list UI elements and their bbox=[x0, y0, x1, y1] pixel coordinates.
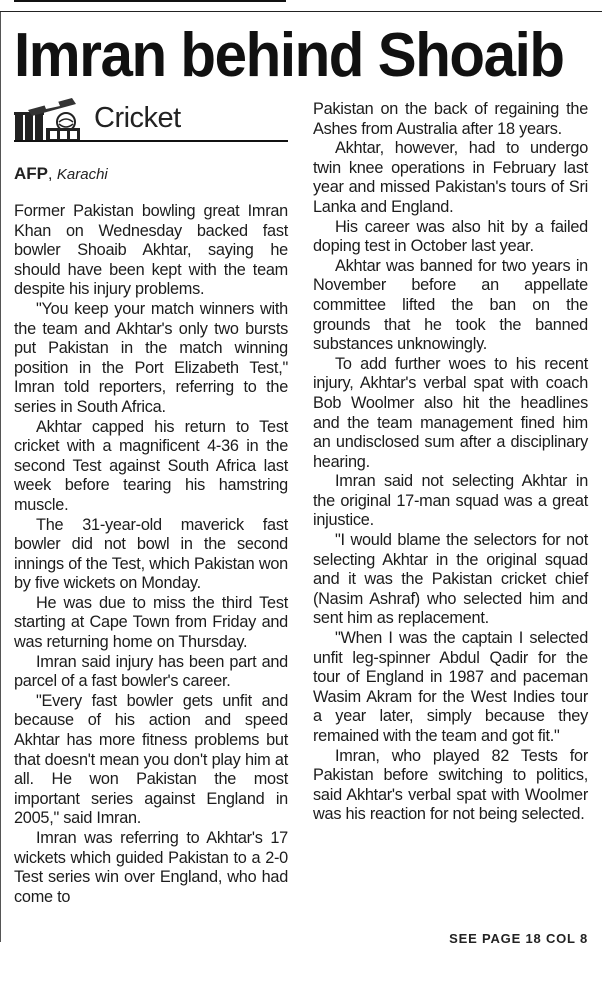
section-rule bbox=[14, 140, 288, 142]
paragraph: The 31-year-old maverick fast bowler did not bowl in the second innings of the Test, which Pakistan won by five wickets on Monday. bbox=[14, 515, 288, 593]
section-kicker bbox=[14, 96, 288, 142]
paragraph: "When I was the captain I selected unfit leg-spinner Abdul Qadir for the tour of England in 1987 and paceman Wasim Akram for the West Indies tour a year later, simply because they remained with the team and got fit." bbox=[313, 629, 588, 745]
section-label: Cricket bbox=[94, 102, 181, 134]
paragraph: Imran said not selecting Akhtar in the original 17-man squad was a great injustice. bbox=[313, 472, 588, 530]
paragraph: "I would blame the selectors for not selecting Akhtar in the original squad and it was the Pakistan cricket chief (Nasim Ashraf) who selected him and sent him as replacement. bbox=[313, 531, 588, 628]
paragraph: Former Pakistan bowling great Imran Khan on Wednesday backed fast bowler Shoaib Akhtar, saying he should have been kept with the team despite his injury problems. bbox=[14, 202, 288, 299]
paragraph: Imran, who played 82 Tests for Pakistan before switching to politics, said Akhtar's verbal spat with Woolmer was his reaction for not being selected. bbox=[313, 746, 588, 824]
column-divider bbox=[0, 12, 1, 942]
byline-city: Karachi bbox=[56, 166, 108, 183]
headline: Imran behind Shoaib bbox=[14, 21, 564, 90]
paragraph: Akhtar was banned for two years in November before an appellate committee lifted the ban on the grounds that he took the banned substances unknowingly. bbox=[313, 256, 588, 354]
article-column-1 bbox=[14, 202, 288, 907]
top-rule bbox=[14, 0, 286, 2]
paragraph: Imran said injury has been part and parcel of a fast bowler's career. bbox=[14, 652, 288, 691]
paragraph: "Every fast bowler gets unfit and because of his action and speed Akhtar has more fitness problems but that doesn't mean you don't play him at all. He won Pakistan the most important series against England in 2005," said Imran. bbox=[14, 691, 288, 828]
article-column-2 bbox=[313, 100, 588, 825]
byline: AFP, Karachi bbox=[14, 164, 108, 183]
paragraph-split-end: Pakistan on the back of regaining the Ashes from Australia after 18 years. bbox=[313, 100, 588, 138]
page-rule bbox=[0, 11, 602, 12]
paragraph: He was due to miss the third Test starting at Cape Town from Friday and was returning home on Thursday. bbox=[14, 593, 288, 652]
cricket-bat-ball-icon bbox=[14, 98, 92, 142]
paragraph: "You keep your match winners with the team and Akhtar's only two bursts put Pakistan in the match winning position in the Port Elizabeth Test," Imran told reporters, referring to the series in South Africa. bbox=[14, 299, 288, 416]
paragraph: Akhtar, however, had to undergo twin knee operations in February last year and missed Pakistan's tours of Sri Lanka and England. bbox=[313, 139, 588, 216]
paragraph: To add further woes to his recent injury, Akhtar's verbal spat with coach Bob Woolmer also hit the headlines and the team management fined him an undisclosed sum after a disciplinary hearing. bbox=[313, 354, 588, 471]
paragraph: Akhtar capped his return to Test cricket with a magnificent 4-36 in the second Test against South Africa last week before tearing his hamstring muscle. bbox=[14, 417, 288, 514]
paragraph: His career was also hit by a failed doping test in October last year. bbox=[313, 217, 588, 256]
continuation-line: SEE PAGE 18 COL 8 bbox=[449, 931, 588, 946]
byline-agency: AFP bbox=[14, 164, 48, 183]
paragraph-split-start: Imran was referring to Akhtar's 17 wickets which guided Pakistan to a 2-0 Test series win over England, who had come to bbox=[14, 829, 288, 906]
